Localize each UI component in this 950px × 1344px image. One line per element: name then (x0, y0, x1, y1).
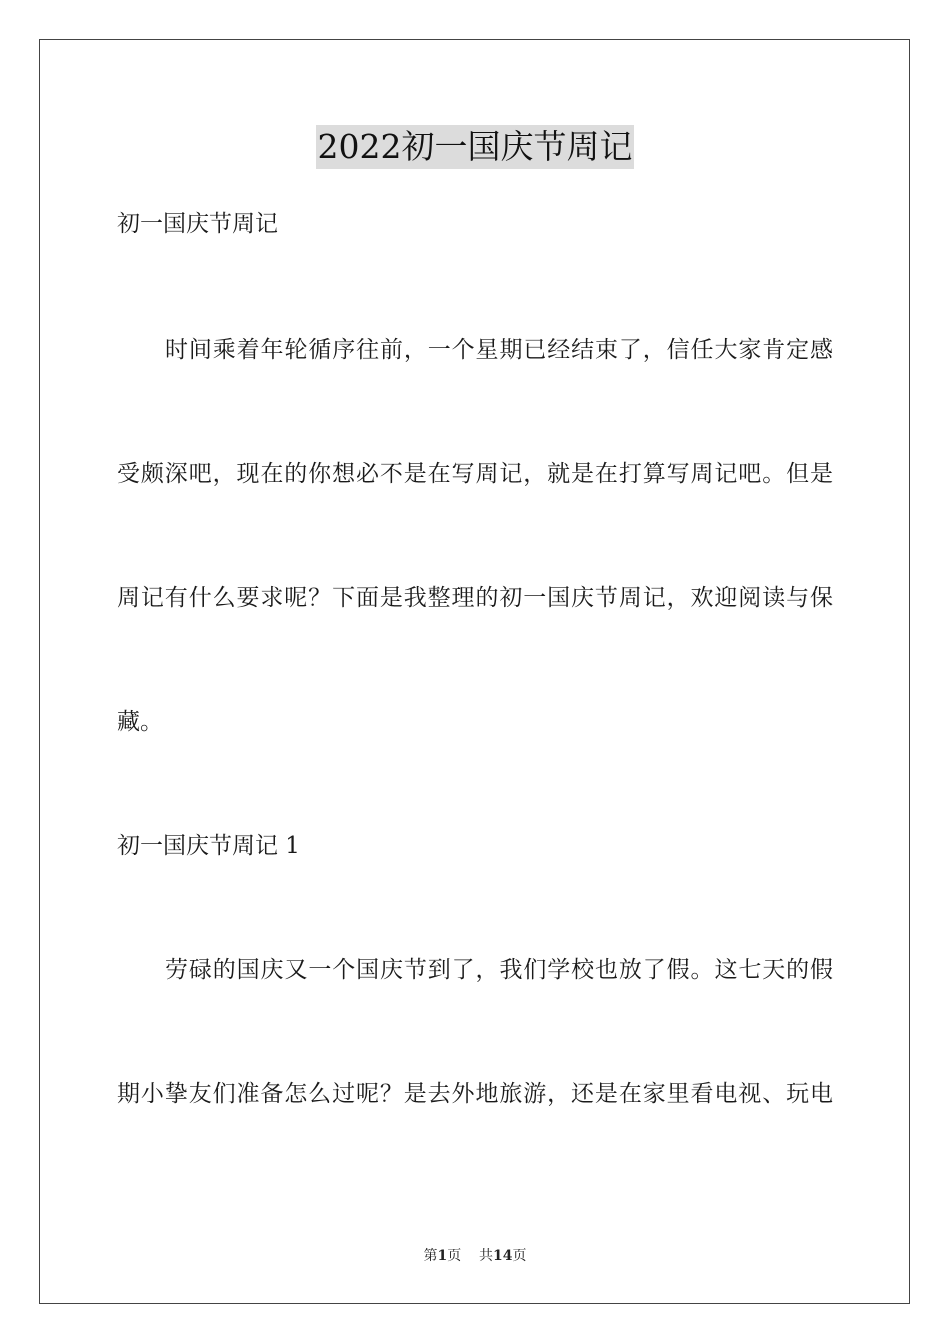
footer-page-prefix: 第 (423, 1248, 438, 1264)
paragraph-line: 时间乘着年轮循序往前，一个星期已经结束了，信任大家肯定感 (165, 337, 833, 363)
page-footer (0, 1246, 950, 1266)
footer-total-prefix: 共 (479, 1248, 494, 1264)
paragraph-line: 周记有什么要求呢？下面是我整理的初一国庆节周记，欢迎阅读与保 (117, 585, 833, 611)
footer-page-number: 1 (437, 1248, 448, 1264)
title-container (0, 125, 950, 169)
section-heading-intro: 初一国庆节周记 (117, 211, 278, 237)
footer-total-suffix: 页 (512, 1248, 527, 1264)
footer-total-pages: 14 (493, 1248, 513, 1264)
document-title: 2022初一国庆节周记 (316, 125, 635, 169)
paragraph-line: 受颇深吧，现在的你想必不是在写周记，就是在打算写周记吧。但是 (117, 461, 833, 487)
paragraph-line: 劳碌的国庆又一个国庆节到了，我们学校也放了假。这七天的假 (165, 957, 833, 983)
footer-page-suffix: 页 (447, 1248, 462, 1264)
paragraph-line: 期小挚友们准备怎么过呢？是去外地旅游，还是在家里看电视、玩电 (117, 1081, 833, 1107)
paragraph-line: 藏。 (117, 709, 163, 735)
section-heading-1: 初一国庆节周记 1 (117, 833, 300, 859)
